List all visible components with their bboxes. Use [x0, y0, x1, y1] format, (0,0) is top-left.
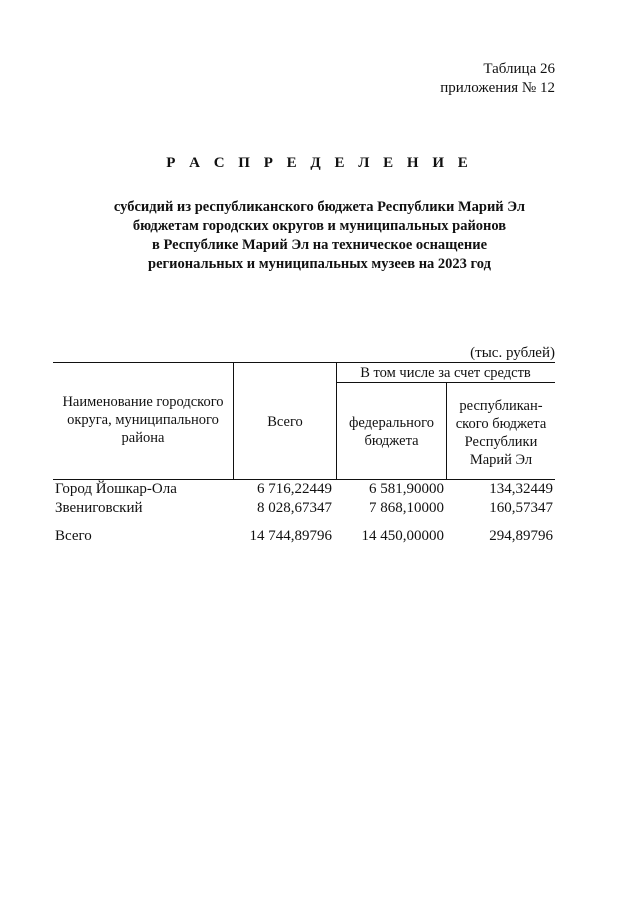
row-total: 6 716,22449: [257, 481, 332, 497]
row-republic: 160,57347: [489, 500, 553, 516]
subtitle-line: региональных и муниципальных музеев на 2023 год: [148, 256, 491, 272]
row-name: Звениговский: [55, 500, 143, 516]
header-line: округа, муниципального: [67, 412, 219, 428]
column-header-federal: [337, 414, 446, 450]
appendix-number: приложения № 12: [440, 80, 555, 96]
summary-republic: 294,89796: [489, 528, 553, 544]
column-header-total: Всего: [267, 414, 303, 430]
row-total: 8 028,67347: [257, 500, 332, 516]
row-name: Город Йошкар-Ола: [55, 481, 177, 497]
summary-federal: 14 450,00000: [361, 528, 444, 544]
column-group-header: В том числе за счет средств: [360, 365, 531, 381]
header-line: бюджета: [364, 433, 419, 449]
column-header-republic: [447, 397, 555, 469]
subtitle-line: в Республике Марий Эл на техническое оснащение: [151, 237, 488, 253]
row-republic: 134,32449: [489, 481, 553, 497]
header-line: республикан-: [459, 398, 543, 414]
header-line: Наименование городского: [62, 394, 224, 410]
subtitle-line: субсидий из республиканского бюджета Республики Марий Эл: [113, 199, 526, 215]
document-heading: Р А С П Р Е Д Е Л Е Н И Е: [166, 155, 473, 171]
units-note: (тыс. рублей): [470, 345, 555, 361]
header-line: Республики: [464, 434, 538, 450]
subtitle-line: бюджетам городских округов и муниципальных районов: [132, 218, 507, 234]
header-line: района: [121, 430, 165, 446]
column-header-name: [53, 393, 233, 447]
header-line: федерального: [349, 415, 434, 431]
header-line: Марий Эл: [469, 452, 533, 468]
row-federal: 7 868,10000: [369, 500, 444, 516]
summary-name: Всего: [55, 528, 92, 544]
table-number: Таблица 26: [483, 61, 555, 77]
summary-total: 14 744,89796: [249, 528, 332, 544]
row-federal: 6 581,90000: [369, 481, 444, 497]
header-line: ского бюджета: [455, 416, 547, 432]
